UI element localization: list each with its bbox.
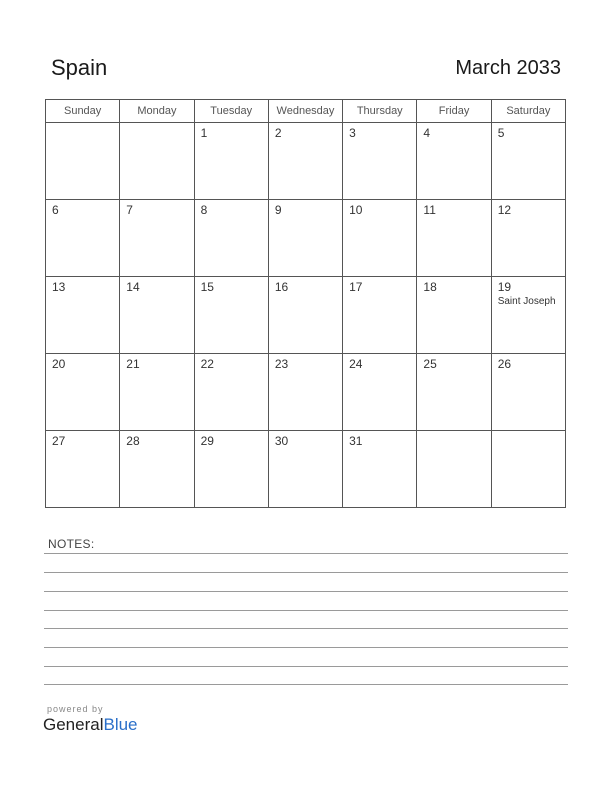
day-cell bbox=[343, 277, 417, 354]
day-cell bbox=[120, 200, 194, 277]
empty-day-cell bbox=[46, 123, 120, 200]
day-cell bbox=[194, 200, 268, 277]
day-number: 16 bbox=[274, 280, 289, 294]
day-cell bbox=[46, 431, 120, 508]
day-number: 5 bbox=[497, 126, 505, 140]
note-line bbox=[44, 553, 568, 554]
day-number: 22 bbox=[200, 357, 214, 371]
week-row bbox=[46, 123, 566, 200]
brand-general: General bbox=[43, 715, 104, 734]
day-cell bbox=[343, 431, 417, 508]
country-title: Spain bbox=[51, 55, 108, 80]
day-cell bbox=[343, 123, 417, 200]
brand-name bbox=[43, 715, 138, 735]
day-cell bbox=[491, 277, 565, 354]
week-row bbox=[46, 277, 566, 354]
day-number: 25 bbox=[423, 357, 437, 371]
powered-by-text: powered by bbox=[47, 704, 104, 714]
brand-logo bbox=[43, 704, 138, 735]
weekday-sunday: Sunday bbox=[46, 100, 120, 123]
empty-day-cell bbox=[120, 123, 194, 200]
note-line bbox=[44, 572, 568, 573]
day-number: 4 bbox=[423, 126, 431, 140]
day-number: 23 bbox=[274, 357, 289, 371]
notes-label: NOTES: bbox=[48, 537, 95, 551]
day-number: 27 bbox=[52, 434, 66, 448]
day-cell bbox=[268, 200, 342, 277]
note-line bbox=[44, 684, 568, 685]
day-cell bbox=[491, 354, 565, 431]
day-cell bbox=[417, 277, 491, 354]
brand-blue: Blue bbox=[103, 715, 138, 734]
empty-day-cell bbox=[491, 431, 565, 508]
day-number: 9 bbox=[274, 203, 282, 217]
day-cell bbox=[268, 354, 342, 431]
note-line bbox=[44, 610, 568, 611]
empty-day-cell bbox=[417, 431, 491, 508]
day-cell bbox=[46, 354, 120, 431]
day-cell bbox=[343, 354, 417, 431]
weekday-friday: Friday bbox=[417, 100, 491, 123]
day-number: 13 bbox=[52, 280, 66, 294]
day-cell bbox=[194, 277, 268, 354]
day-number: 17 bbox=[349, 280, 363, 294]
day-number: 11 bbox=[423, 203, 436, 217]
day-number: 29 bbox=[200, 434, 214, 448]
week-row bbox=[46, 200, 566, 277]
day-cell bbox=[417, 123, 491, 200]
week-row bbox=[46, 354, 566, 431]
weekday-wednesday: Wednesday bbox=[268, 100, 342, 123]
day-cell bbox=[268, 431, 342, 508]
note-line bbox=[44, 666, 568, 667]
day-cell bbox=[46, 277, 120, 354]
day-number: 6 bbox=[52, 203, 59, 217]
day-cell bbox=[120, 431, 194, 508]
day-cell bbox=[491, 123, 565, 200]
day-cell bbox=[194, 431, 268, 508]
week-row bbox=[46, 431, 566, 508]
calendar-grid bbox=[45, 99, 566, 508]
weekday-header-row bbox=[46, 100, 566, 123]
day-number: 28 bbox=[126, 434, 140, 448]
day-number: 19 bbox=[497, 280, 512, 294]
day-number: 18 bbox=[423, 280, 437, 294]
weekday-saturday: Saturday bbox=[491, 100, 565, 123]
weekday-thursday: Thursday bbox=[343, 100, 417, 123]
day-cell bbox=[268, 123, 342, 200]
calendar-body bbox=[46, 123, 566, 508]
day-number: 8 bbox=[200, 203, 208, 217]
day-number: 3 bbox=[349, 126, 356, 140]
day-number: 7 bbox=[126, 203, 133, 217]
day-cell bbox=[194, 123, 268, 200]
holiday-label: Saint Joseph bbox=[497, 296, 556, 307]
note-line bbox=[44, 591, 568, 592]
weekday-monday: Monday bbox=[120, 100, 194, 123]
day-cell bbox=[417, 200, 491, 277]
day-cell bbox=[120, 277, 194, 354]
day-number: 24 bbox=[349, 357, 363, 371]
day-number: 2 bbox=[274, 126, 282, 140]
day-number: 21 bbox=[126, 357, 140, 371]
day-number: 20 bbox=[52, 357, 66, 371]
day-number: 26 bbox=[497, 357, 512, 371]
day-cell bbox=[46, 200, 120, 277]
month-year-title: March 2033 bbox=[455, 57, 561, 79]
note-line bbox=[44, 647, 568, 648]
day-number: 1 bbox=[200, 126, 208, 140]
day-number: 15 bbox=[200, 280, 214, 294]
day-cell bbox=[194, 354, 268, 431]
day-number: 30 bbox=[274, 434, 289, 448]
day-cell bbox=[120, 354, 194, 431]
day-number: 12 bbox=[497, 203, 512, 217]
day-cell bbox=[417, 354, 491, 431]
weekday-tuesday: Tuesday bbox=[194, 100, 268, 123]
note-line bbox=[44, 628, 568, 629]
day-number: 14 bbox=[126, 280, 140, 294]
day-number: 10 bbox=[349, 203, 363, 217]
day-number: 31 bbox=[349, 434, 363, 448]
day-cell bbox=[491, 200, 565, 277]
day-cell bbox=[268, 277, 342, 354]
day-cell bbox=[343, 200, 417, 277]
